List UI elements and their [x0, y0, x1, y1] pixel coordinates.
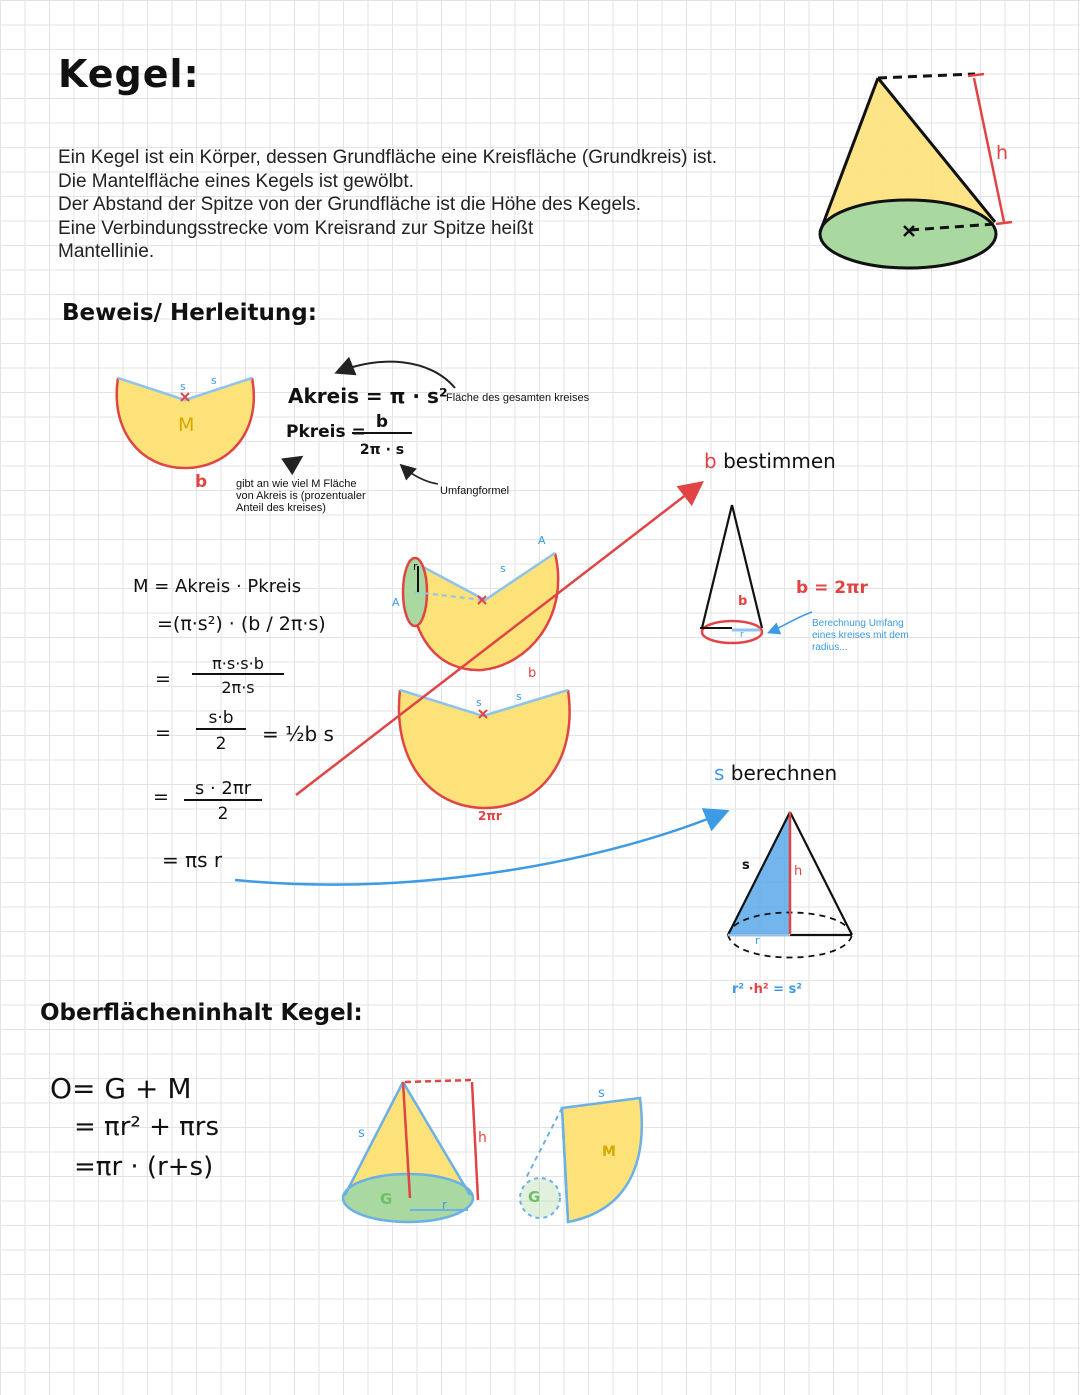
s-berechnen-rest: berechnen	[730, 761, 838, 785]
m-line-3-numerator: π·s·s·b	[192, 654, 284, 675]
b-note: Berechnung Umfang eines kreises mit dem radius...	[812, 618, 909, 653]
sector-label-b: b	[195, 472, 208, 492]
equals-sign: =	[153, 786, 169, 808]
arrow-umfang	[402, 466, 438, 484]
mid-label-b: b	[528, 666, 537, 681]
mid-label-r: r	[413, 560, 418, 573]
note-flaeche: Fläche des gesamten kreises	[446, 392, 590, 404]
intro-line: Die Mantelfläche eines Kegels ist gewölbt.	[58, 170, 414, 192]
s-cone-label-h: h	[794, 864, 803, 879]
page-title: Kegel:	[58, 52, 200, 96]
b-cone-label-b: b	[738, 594, 748, 609]
m-line-5-numerator: s · 2πr	[184, 778, 262, 801]
b-cone-label-r: r	[740, 630, 744, 640]
s-berechnen-s: s	[714, 761, 725, 785]
mid-label-a: A	[392, 596, 400, 609]
mid-label-s: s	[476, 696, 482, 709]
mid-label-s: s	[500, 562, 506, 575]
b-bestimmen-title	[704, 449, 836, 473]
b-bestimmen-b: b	[704, 449, 717, 473]
m-line-2: =(π·s²) · (b / 2π·s)	[157, 613, 326, 635]
intro-line: Ein Kegel ist ein Körper, dessen Grundfläche eine Kreisfläche (Grundkreis) ist.	[58, 147, 717, 168]
mid-label-a: A	[538, 534, 546, 547]
m-line-3-denominator: 2π·s	[221, 678, 255, 697]
mid-label-s: s	[516, 690, 522, 703]
surface-net-label-m: M	[602, 1144, 616, 1160]
m-line-4-numerator: s·b	[196, 708, 246, 730]
intro-line: Eine Verbindungsstrecke vom Kreisrand zur Spitze heißt	[58, 217, 534, 239]
pythagoras-h: ·h²	[748, 982, 769, 997]
a-kreis-formula: Akreis = π · s²	[288, 384, 448, 408]
equals-sign: =	[155, 722, 171, 744]
proof-heading: Beweis/ Herleitung:	[62, 300, 317, 326]
b-formula: b = 2πr	[796, 578, 868, 598]
p-kreis-lhs: Pkreis =	[286, 422, 366, 442]
surface-line-2: = πr² + πrs	[74, 1112, 220, 1142]
note-umfang: Umfangformel	[440, 485, 510, 497]
intro-line: Mantellinie.	[58, 241, 155, 262]
note-gibt-an: gibt an wie viel M Fläche von Akreis is (prozentualer Anteil des kreises)	[236, 478, 366, 514]
pythagoras-formula	[732, 982, 802, 997]
surface-cone-label-s: s	[358, 1126, 365, 1141]
surface-line-3: =πr · (r+s)	[74, 1152, 214, 1182]
m-line-1: M = Akreis · Pkreis	[133, 576, 302, 597]
sector-label-m: M	[178, 414, 195, 436]
m-line-4-rhs: = ½b s	[262, 722, 334, 746]
m-line-5-denominator: 2	[217, 804, 229, 824]
surface-line-1: O= G + M	[50, 1072, 192, 1105]
sector-label-s: s	[180, 380, 186, 393]
flat-sector-illustration	[399, 690, 570, 808]
m-line-6: = πs r	[162, 848, 223, 872]
s-cone-label-r: r	[755, 934, 760, 947]
surface-cone-label-r: r	[442, 1198, 447, 1212]
intro-line: Der Abstand der Spitze von der Grundfläche ist die Höhe des Kegels.	[58, 194, 642, 215]
mid-label-2pir: 2πr	[478, 809, 502, 823]
pythagoras-s: = s²	[773, 982, 802, 997]
b-bestimmen-rest: bestimmen	[723, 449, 836, 473]
m-line-4-denominator: 2	[215, 734, 227, 754]
top-cone-label-h: h	[996, 142, 1009, 164]
surface-net-label-s: s	[598, 1086, 605, 1101]
s-berechnen-title	[714, 761, 837, 785]
equals-sign: =	[155, 668, 171, 690]
surface-heading: Oberflächeninhalt Kegel:	[40, 1000, 363, 1026]
surface-net-label-g: G	[528, 1188, 541, 1206]
s-cone-illustration	[728, 812, 852, 958]
sector-label-s: s	[211, 374, 217, 387]
top-cone-illustration	[820, 74, 1012, 268]
p-kreis-numerator: b	[352, 412, 412, 434]
b-cone-illustration	[700, 505, 812, 643]
p-kreis-denominator: 2π · s	[359, 442, 405, 458]
surface-cone-illustration	[343, 1080, 478, 1222]
intro-paragraph	[58, 146, 717, 264]
arrow-gibt-an	[288, 458, 300, 466]
surface-cone-label-h: h	[478, 1130, 487, 1146]
pythagoras-r: r²	[732, 982, 745, 997]
s-cone-label-s: s	[742, 858, 750, 873]
surface-cone-label-g: G	[380, 1190, 393, 1208]
